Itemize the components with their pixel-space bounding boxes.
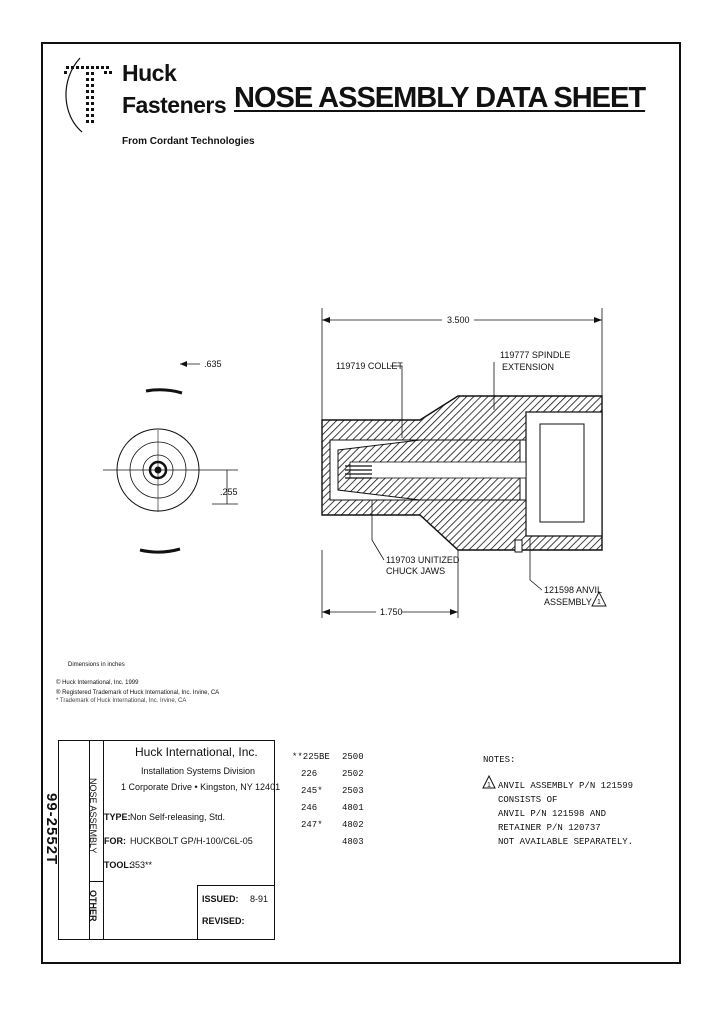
tools-right-2: 2503 [342,786,364,796]
type-label: TYPE: [104,812,131,822]
type-value: Non Self-releasing, Std. [130,812,226,822]
notes-heading: NOTES: [483,755,516,765]
part-number: 99-2552T [43,793,60,866]
dim-overall-label: 3.500 [447,315,470,325]
callout-jaws-2: CHUCK JAWS [386,566,446,576]
company-name: Huck International, Inc. [135,745,258,759]
tool-label: TOOL: [104,860,132,870]
notes-line-1: CONSISTS OF [498,795,558,805]
dim-height-label: .255 [220,487,238,497]
info-divider-3 [89,881,104,882]
tools-right-3: 4801 [342,803,364,813]
notes-line-2: ANVIL P/N 121598 AND [498,809,607,819]
callout-anvil: 121598 ANVIL [544,585,603,595]
company-address: 1 Corporate Drive • Kingston, NY 12401 [121,782,281,792]
category-label: NOSE ASSEMBLY [88,778,98,854]
callout-collet: 119719 COLLET [336,361,403,371]
tools-right-5: 4803 [342,837,364,847]
issued-label: ISSUED: [202,894,239,904]
callout-anvil-2: ASSEMBLY [544,597,592,607]
tools-left-4: 247* [301,820,323,830]
tools-left-2: 245* [301,786,323,796]
callout-spindle: 119777 SPINDLE [500,350,571,360]
tools-right-4: 4802 [342,820,364,830]
for-value: HUCKBOLT GP/H-100/C6L-05 [130,836,253,846]
other-label: OTHER [88,890,98,922]
dim-front-marker [180,361,187,367]
callout-spindle-2: EXTENSION [502,362,555,372]
issued-value: 8-91 [250,894,269,904]
end-view [103,364,238,552]
tool-value: 353** [130,860,153,870]
notes-line-4: NOT AVAILABLE SEPARATELY. [498,837,634,847]
dim-jaw-label: 1.750 [380,607,403,617]
tools-right-1: 2502 [342,769,364,779]
tools-left-1: 226 [301,769,318,779]
notes-line-0: ANVIL ASSEMBLY P/N 121599 [498,781,634,791]
tools-right-0: 2500 [342,752,364,762]
page-title: NOSE ASSEMBLY DATA SHEET [234,82,646,114]
tools-left-0: **225BE [292,752,330,762]
info-divider-4 [197,885,275,886]
footnote-3: * Trademark of Huck International, Inc. Irvine, CA [56,698,187,704]
note-triangle-icon [482,775,496,789]
dim-front-label: .635 [204,359,222,369]
note-triangle-mark: 1 [487,782,491,789]
section-view [322,396,602,552]
notes-line-3: RETAINER P/N 120737 [498,823,601,833]
note-triangle-mark: 1 [597,599,601,606]
footnote-1: © Huck International, Inc. 1999 [56,680,139,686]
brand-line-2: Fasteners [122,92,227,118]
for-label: FOR: [104,836,126,846]
revised-label: REVISED: [202,916,245,926]
division-name: Installation Systems Division [141,766,256,776]
info-divider-5 [197,885,198,939]
tools-left-3: 246 [301,803,318,813]
callout-jaws: 119703 UNITIZED [386,555,460,565]
footnote-2: ® Registered Trademark of Huck International, Inc. Irvine, CA [56,690,220,696]
footnote-0: Dimensions in inches [68,662,125,668]
brand-line-1: Huck [122,60,177,86]
brand-tagline: From Cordant Technologies [122,136,255,147]
